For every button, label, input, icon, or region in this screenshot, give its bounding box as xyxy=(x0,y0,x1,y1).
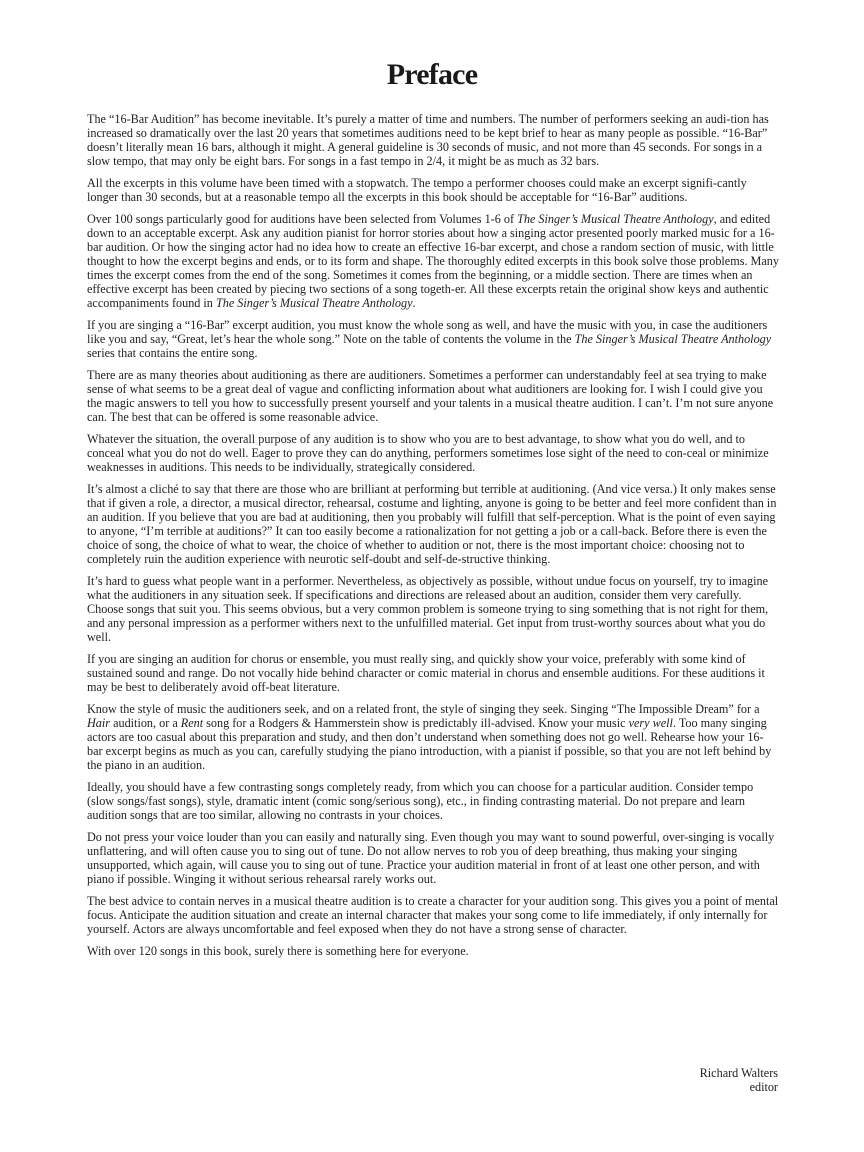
paragraph-text: The “16-Bar Audition” has become inevitable. It’s purely a matter of time and numbers. The number of performers seeking an audi-tion has increased so dramatically over the last 20 years that sometimes auditions need to be kept brief to hear as many people as possible. “16-Bar” doesn’t literally mean 16 bars, although it might. A general guideline is 30 seconds of music, and not more than 45 seconds. For songs in a slow tempo, that may only be eight bars. For songs in a fast tempo in 2/4, it might be as much as 32 bars. xyxy=(87,112,769,168)
paragraph xyxy=(87,703,779,773)
paragraph-text: It’s almost a cliché to say that there are those who are brilliant at performing but terrible at auditioning. (And vice versa.) It only makes sense that if given a role, a director, a musical director, rehearsal, costume and lighting, anyone is going to be better and feel more confident than in an audition. If you believe that you are bad at auditioning, then you probably will fulfill that self-perception. What is the point of even saying to anyone, “I’m terrible at auditions?” It can too easily become a rationalization for not getting a job or a call-back. Before there is even the choice of song, the choice of what to wear, the choice of whether to audition or not, there is the most important choice: choosing not to completely ruin the audition experience with neurotic self-doubt and self-de-structive thinking. xyxy=(87,482,777,566)
paragraph xyxy=(87,653,779,695)
paragraph-text: . xyxy=(412,295,416,310)
paragraph xyxy=(87,369,779,425)
paragraph-text: If you are singing an audition for chorus or ensemble, you must really sing, and quickly show your voice, preferably with some kind of sustained sound and range. Do not vocally hide behind character or comic material in chorus and ensemble auditions. For these auditions it may be best to deliberately avoid off-beat literature. xyxy=(87,651,765,694)
italic-title-text: very well xyxy=(628,715,673,730)
paragraph-text: With over 120 songs in this book, surely there is something here for everyone. xyxy=(87,944,469,959)
paragraph xyxy=(87,113,779,169)
author-role: editor xyxy=(749,1080,778,1094)
paragraph xyxy=(87,433,779,475)
paragraph xyxy=(87,945,779,959)
paragraph-text: Know the style of music the auditioners seek, and on a related front, the style of singing they seek. Singing “The Impossible Dream” for a xyxy=(87,702,760,717)
italic-title-text: Hair xyxy=(87,715,111,730)
paragraph-text: Over 100 songs particularly good for auditions have been selected from Volumes 1-6 of xyxy=(87,212,518,227)
paragraph xyxy=(87,319,779,361)
paragraph-text: , and edited down to an acceptable excerpt. Ask any audition pianist for horror stories about how a singing actor presented poorly marked music for a 16-bar audition. Or how the singing actor had no idea how to create an effective 16-bar excerpt, and chose a random section of music, with little thought to how the excerpt begins and ends, or to its form and shape. The thoroughly edited excerpts in this book solve those problems. Many times the excerpt comes from the end of the song. Sometimes it comes from the beginning, or a middle section. There are times when an effective excerpt has been created by piecing two sections of a song togeth-er. All these excerpts retain the original show keys and authentic accompaniments found in xyxy=(87,212,779,310)
paragraph-text: All the excerpts in this volume have been timed with a stopwatch. The tempo a performer chooses could make an excerpt signifi-cantly longer than 30 seconds, but at a reasonable tempo all the excerpts in this book should be acceptable for “16-Bar” auditions. xyxy=(87,176,747,204)
paragraph xyxy=(87,831,779,887)
author-name: Richard Walters xyxy=(699,1066,778,1080)
paragraph-text: There are as many theories about auditioning as there are auditioners. Sometimes a performer can understandably feel at sea trying to make sense of what seems to be a great deal of vague and conflicting information about what auditioners are looking for. I wish I could give you the magic answers to tell you how to successfully present yourself and your talents in a musical theatre audition. I can’t. I’m not sure anyone can. The best that can be offered is some reasonable advice. xyxy=(87,368,774,424)
paragraph-text: The best advice to contain nerves in a musical theatre audition is to create a character for your audition song. This gives you a point of mental focus. Anticipate the audition situation and create an internal character that makes your song come to life immediately, if only internally for yourself. Actors are always uncomfortable and feel exposed when they do not have a strong sense of character. xyxy=(87,894,779,936)
preface-body xyxy=(87,113,779,968)
paragraph-text: It’s hard to guess what people want in a performer. Nevertheless, as objectively as possible, without undue focus on yourself, try to imagine what the auditioners in any situation seek. If specifications and directions are released about an audition, consider them very carefully. Choose songs that suit you. This seems obvious, but a very common problem is someone trying to sing something that is not right for them, and any personal impression as a performer withers next to the unfulfilled material. Get input from trust-worthy sources about what you do well. xyxy=(87,574,769,644)
paragraph xyxy=(87,177,779,205)
paragraph-text: audition, or a xyxy=(110,715,181,730)
italic-title-text: Rent xyxy=(180,715,204,730)
signature-block xyxy=(700,1066,778,1094)
paragraph-text: Whatever the situation, the overall purpose of any audition is to show who you are to best advantage, to show what you do well, and to conceal what you do not do well. Eager to prove they can do anything, performers sometimes lose sight of the need to con-ceal or minimize weaknesses in auditions. This needs to be individually, strategically considered. xyxy=(87,432,769,474)
italic-title-text: The Singer’s Musical Theatre Anthology xyxy=(215,295,413,310)
paragraph xyxy=(87,895,779,937)
paragraph xyxy=(87,781,779,823)
paragraph-text: series that contains the entire song. xyxy=(87,345,258,360)
page-title: Preface xyxy=(386,58,478,91)
paragraph xyxy=(87,575,779,645)
paragraph xyxy=(87,213,779,310)
italic-title-text: The Singer’s Musical Theatre Anthology xyxy=(574,331,772,346)
paragraph-text: If you are singing a “16-Bar” excerpt audition, you must know the whole song as well, and have the music with you, in case the auditioners like you and say, “Great, let’s hear the whole song.” Note on the table of contents the volume in the xyxy=(87,317,768,346)
paragraph-text: Ideally, you should have a few contrasting songs completely ready, from which you can choose for a particular audition. Consider tempo (slow songs/fast songs), style, dramatic intent (comic song/serious song), etc., in finding contrasting material. Do not prepare and learn audition songs that are too similar, allowing no contrasts in your choices. xyxy=(87,779,754,822)
paragraph-text: song for a Rodgers & Hammerstein show is predictably ill-advised. Know your music xyxy=(203,715,629,730)
paragraph-text: Do not press your voice louder than you can easily and naturally sing. Even though you may want to sound powerful, over-singing is vocally unflattering, and will often cause you to sing out of tune. Do not allow nerves to rob you of deep breathing, thus making your singing unsupported, which again, will cause you to sing out of tune. Practice your audition material in front of at least one other person, and with piano if possible. Winging it without serious rehearsal rarely works out. xyxy=(87,830,775,886)
paragraph xyxy=(87,483,779,566)
paragraph-text: . Too many singing actors are too casual about this preparation and study, and then don’t understand when something does not go well. Rehearse how your 16-bar excerpt begins as much as you can, carefully studying the piano introduction, with a pianist if possible, so that you are not left behind by the piano in an audition. xyxy=(87,715,772,772)
italic-title-text: The Singer’s Musical Theatre Anthology xyxy=(517,212,714,227)
